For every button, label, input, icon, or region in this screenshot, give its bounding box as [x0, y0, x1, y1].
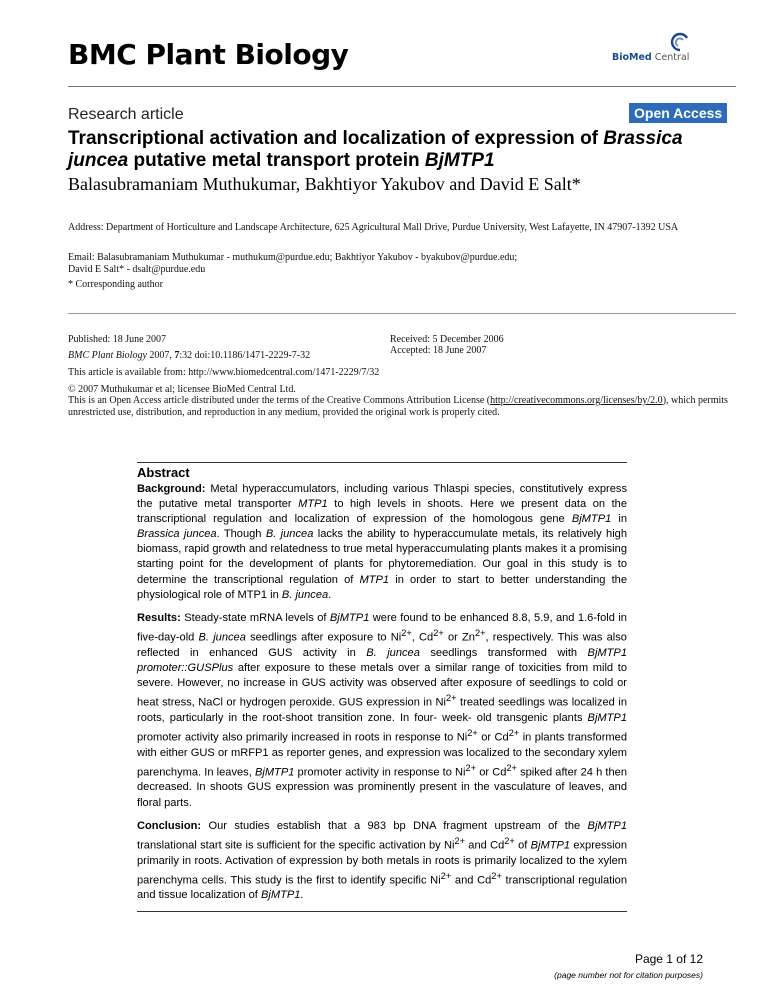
biomed-central-logo [612, 30, 704, 70]
corresponding-note: * Corresponding author [68, 279, 163, 290]
article-url[interactable]: This article is available from: http://www.biomedcentral.com/1471-2229/7/32 [68, 367, 380, 378]
email-line[interactable]: David E Salt* - dsalt@purdue.edu [68, 264, 206, 275]
author-address: Address: Department of Horticulture and Landscape Architecture, 625 Agricultural Mall Drive, Purdue University, West Lafayette, IN 47907-1392 USA [68, 222, 679, 233]
journal-title: BMC Plant Biology [68, 38, 349, 71]
meta-divider [68, 313, 736, 314]
logo-swirl-icon [666, 30, 694, 54]
author-emails [68, 252, 708, 276]
page-number-note: (page number not for citation purposes) [554, 970, 703, 980]
author-list: Balasubramaniam Muthukumar, Bakhtiyor Yakubov and David E Salt* [68, 174, 581, 194]
article-type: Research article [68, 106, 184, 123]
page-number: Page 1 of 12 [634, 952, 703, 966]
license-link[interactable]: http://creativecommons.org/licenses/by/2.0 [490, 395, 663, 406]
email-line[interactable]: Email: Balasubramaniam Muthukumar - muthukum@purdue.edu; Bakhtiyor Yakubov - byakubov@purdue.edu; [68, 252, 518, 263]
open-access-badge: Open Access [629, 103, 727, 123]
abstract-heading: Abstract [137, 465, 190, 480]
copyright-notice: © 2007 Muthukumar et al; licensee BioMed Central Ltd. [68, 384, 296, 395]
license-text: This is an Open Access article distributed under the terms of the Creative Commons Attribution License (http://creativecommons.org/licenses/by/2.0), which permits unrestricted use, distribution, and reproduction in any medium, provided the original work is properly cited. [68, 395, 728, 418]
abstract-bottom-rule [137, 911, 627, 912]
abstract-background: Background: Metal hyperaccumulators, including various Thlaspi species, constitutively express the putative metal transporter MTP1 to high levels in shoots. Here we present data on the transcriptional regulation and localization of expression of the homologous gene BjMTP1 in Brassica juncea. Though B. juncea lacks the ability to hyperaccumulate metals, its relatively high biomass, rapid growth and relatedness to true metal hyperaccumulating plants makes it a promising starting point for the development of plants for phytoremediation. Our goal in this study is to determine the transcriptional regulation of MTP1 in order to start to better understanding the physiological role of MTP1 in B. juncea. [137, 483, 628, 601]
article-title: Transcriptional activation and localization of expression of Brassica juncea putative metal transport protein BjMTP1 [68, 128, 683, 171]
abstract-results: Results: Steady-state mRNA levels of BjMTP1 were found to be enhanced 8.8, 5.9, and 1.6-fold in five-day-old B. juncea seedlings after exposure to $Ni^{2+}$, $Cd^{2+}$ or $Zn^{2+}$, respectively. This was also reflected in enhanced GUS activity in B. juncea seedlings transformed with BjMTP1 promoter::GUSPlus after exposure to these metals over a similar range of toxicities from mild to severe. However, no increase in GUS activity was observed after exposure of seedlings to cold or heat stress, NaCl or hydrogen peroxide. GUS expression in $Ni^{2+}$ treated seedlings was localized in roots, particularly in the root-shoot transition zone. In four- week- old transgenic plants BjMTP1 promoter activity also primarily increased in roots in response to $Ni^{2+}$ or $Cd^{2+}$ in plants transformed with either GUS or mRFP1 as reporter genes, and expression was localized to the secondary xylem parenchyma. In leaves, BjMTP1 promoter activity in response to $Ni^{2+}$ or $Cd^{2+}$ spiked after 24 h then decreased. In shoots GUS expression was prominently present in the vasculature of leaves, and floral parts. [137, 611, 628, 809]
header-divider [68, 86, 736, 87]
abstract-top-rule [137, 462, 627, 463]
accepted-date: Accepted: 18 June 2007 [390, 345, 487, 356]
published-date: Published: 18 June 2007 [68, 334, 167, 345]
logo-biomed-text: BioMed [612, 52, 652, 63]
received-date: Received: 5 December 2006 [390, 334, 504, 345]
citation-line: BMC Plant Biology 2007, 7:32 doi:10.1186/1471-2229-7-32 [68, 350, 311, 361]
abstract-box [137, 462, 627, 912]
logo-central-text: Central [654, 52, 690, 63]
abstract-conclusion: Conclusion: Our studies establish that a 983 bp DNA fragment upstream of the BjMTP1 translational start site is sufficient for the specific activation by $Ni^{2+}$ and $Cd^{2+}$ of BjMTP1 expression primarily in roots. Activation of expression by both metals in roots is primarily localized to the xylem parenchyma cells. This study is the first to identify specific $Ni^{2+}$ and $Cd^{2+}$ transcriptional regulation and tissue localization of BjMTP1. [137, 819, 628, 902]
